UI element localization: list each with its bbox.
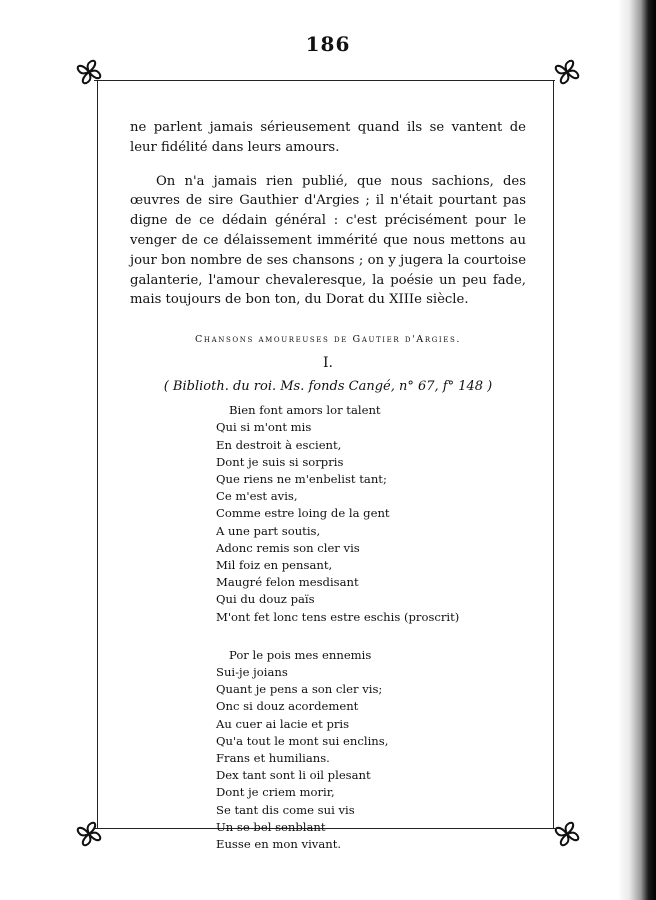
verse-line: Quant je pens a son cler vis;	[216, 682, 383, 697]
verse-line: Ce m'est avis,	[216, 489, 298, 504]
verse-line: Qu'a tout le mont sui enclins,	[216, 733, 389, 748]
verse-line: Au cuer ai lacie et pris	[216, 716, 350, 731]
manuscript-source: ( Biblioth. du roi. Ms. fonds Cangé, n° 67, f° 148 )	[163, 379, 493, 395]
verse-line: Se tant dis come sui vis	[216, 802, 355, 817]
verse-line: Qui du douz païs	[216, 592, 315, 607]
verse-line: Maugré felon mesdisant	[216, 575, 359, 590]
verse-line: Qui si m'ont mis	[216, 420, 312, 435]
corner-ornament-icon	[73, 818, 105, 850]
verse-line: M'ont fet lonc tens estre eschis (proscrit)	[216, 609, 460, 624]
verse-line: Onc si douz acordement	[216, 699, 359, 714]
verse-line: A une part soutis,	[216, 523, 321, 538]
verse-line: En destroit à escient,	[216, 437, 342, 452]
corner-ornament-icon	[551, 818, 583, 850]
verse-line: Dex tant sont li oil plesant	[216, 768, 371, 783]
frame-top-rule	[94, 80, 555, 81]
verse-line: Por le pois mes ennemis	[229, 647, 372, 662]
stanza-1	[216, 402, 526, 626]
verse-line: Dont je suis si sorpris	[216, 454, 344, 469]
verse-line: Un se bel senblant	[216, 819, 326, 834]
book-spine-shadow	[618, 0, 656, 900]
song-number: I.	[323, 355, 333, 372]
verse-line: Sui-je joians	[216, 665, 288, 680]
corner-ornament-icon	[73, 56, 105, 88]
stanza-2	[216, 647, 526, 853]
corner-ornament-icon	[551, 56, 583, 88]
verse-line: Eusse en mon vivant.	[216, 837, 342, 852]
verse-line: Mil foiz en pensant,	[216, 558, 333, 572]
section-title: Chansons amoureuses de Gautier d'Argies.	[194, 334, 462, 346]
paragraph-continuation: ne parlent jamais sérieusement quand ils se vantent de leur fidélité dans leurs amours.	[130, 120, 526, 155]
verse-line: Frans et humilians.	[216, 751, 330, 766]
page-content	[130, 118, 526, 853]
verse-line: Bien font amors lor talent	[229, 403, 381, 418]
paragraph-intro: On n'a jamais rien publié, que nous sachions, des œuvres de sire Gauthier d'Argies ; il n'était pourtant pas digne de ce dédain général : c'est précisément pour le venger de ce délaissement immérité que nous mettons au jour bon nombre de ses chansons ; on y jugera la courtoise galanterie, l'amour chevaleresque, la poésie un peu fade, mais toujours de bon ton, du Dorat du XIIIe siècle.	[130, 173, 526, 308]
page-number: 186	[305, 32, 351, 56]
verse-line: Dont je criem morir,	[216, 785, 335, 800]
verse-line: Que riens ne m'enbelist tant;	[216, 471, 387, 486]
verse-line: Adonc remis son cler vis	[216, 540, 360, 555]
verse-line: Comme estre loing de la gent	[216, 506, 390, 521]
